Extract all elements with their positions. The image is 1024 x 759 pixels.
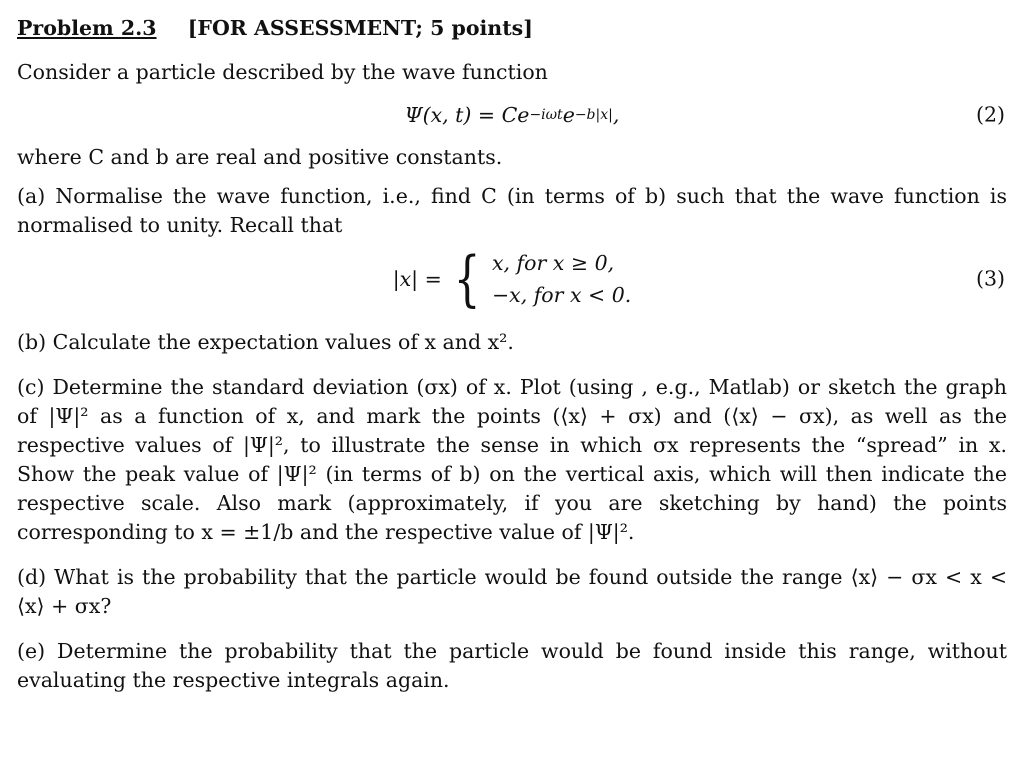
problem-number: Problem 2.3 xyxy=(17,16,157,40)
intro-text: Consider a particle described by the wave function xyxy=(17,60,548,84)
eq2-mid: e xyxy=(562,102,575,127)
part-a: (a) Normalise the wave function, i.e., find C (in terms of b) such that the wave function is normalised to unity. Recall that xyxy=(17,184,1007,237)
part-d: (d) What is the probability that the particle would be found outside the range ⟨x⟩ − σx < x < ⟨x⟩ + σx? xyxy=(17,565,1007,618)
eq3-case-1: x, for x ≥ 0, xyxy=(491,251,615,275)
eq2-tail: , xyxy=(612,102,620,127)
equation-2: Ψ(x, t) = Ce −iωt e −b|x| , (2) xyxy=(17,87,1007,143)
equation-number-3: (3) xyxy=(975,266,1005,291)
part-c: (c) Determine the standard deviation (σx) of x. Plot (using , e.g., Matlab) or sketch the graph of |Ψ|² as a function of x, and mark the points (⟨x⟩ + σx) and (⟨x⟩ − σx), as well as the respective values of |Ψ|², to illustrate the sense in which σx represents the “spread” in x. Show the peak value of |Ψ|² (in terms of b) on the vertical axis, which will then indicate the respective scale. Also mark (approximately, if you are sketching by hand) the points corresponding to x = ±1/b and the respective value of |Ψ|². xyxy=(17,375,1007,544)
eq3-lhs: |x| = xyxy=(392,266,442,291)
problem-heading xyxy=(17,14,1007,46)
assessment-tag: [FOR ASSESSMENT; 5 points] xyxy=(187,16,533,40)
part-e: (e) Determine the probability that the particle would be found inside this range, without evaluating the respective integrals again. xyxy=(17,639,1007,692)
part-b: (b) Calculate the expectation values of x and x². xyxy=(17,330,514,354)
equation-number-2: (2) xyxy=(975,102,1005,127)
eq2-lhs: Ψ(x, t) = Ce xyxy=(404,102,530,127)
left-brace-icon: { xyxy=(453,244,481,314)
problem-document xyxy=(17,14,1007,695)
eq3-cases xyxy=(492,247,631,311)
piecewise-definition xyxy=(392,244,632,314)
where-text: where C and b are real and positive constants. xyxy=(17,145,503,169)
equation-3 xyxy=(17,240,1007,318)
eq3-case-2: −x, for x < 0. xyxy=(491,283,632,307)
